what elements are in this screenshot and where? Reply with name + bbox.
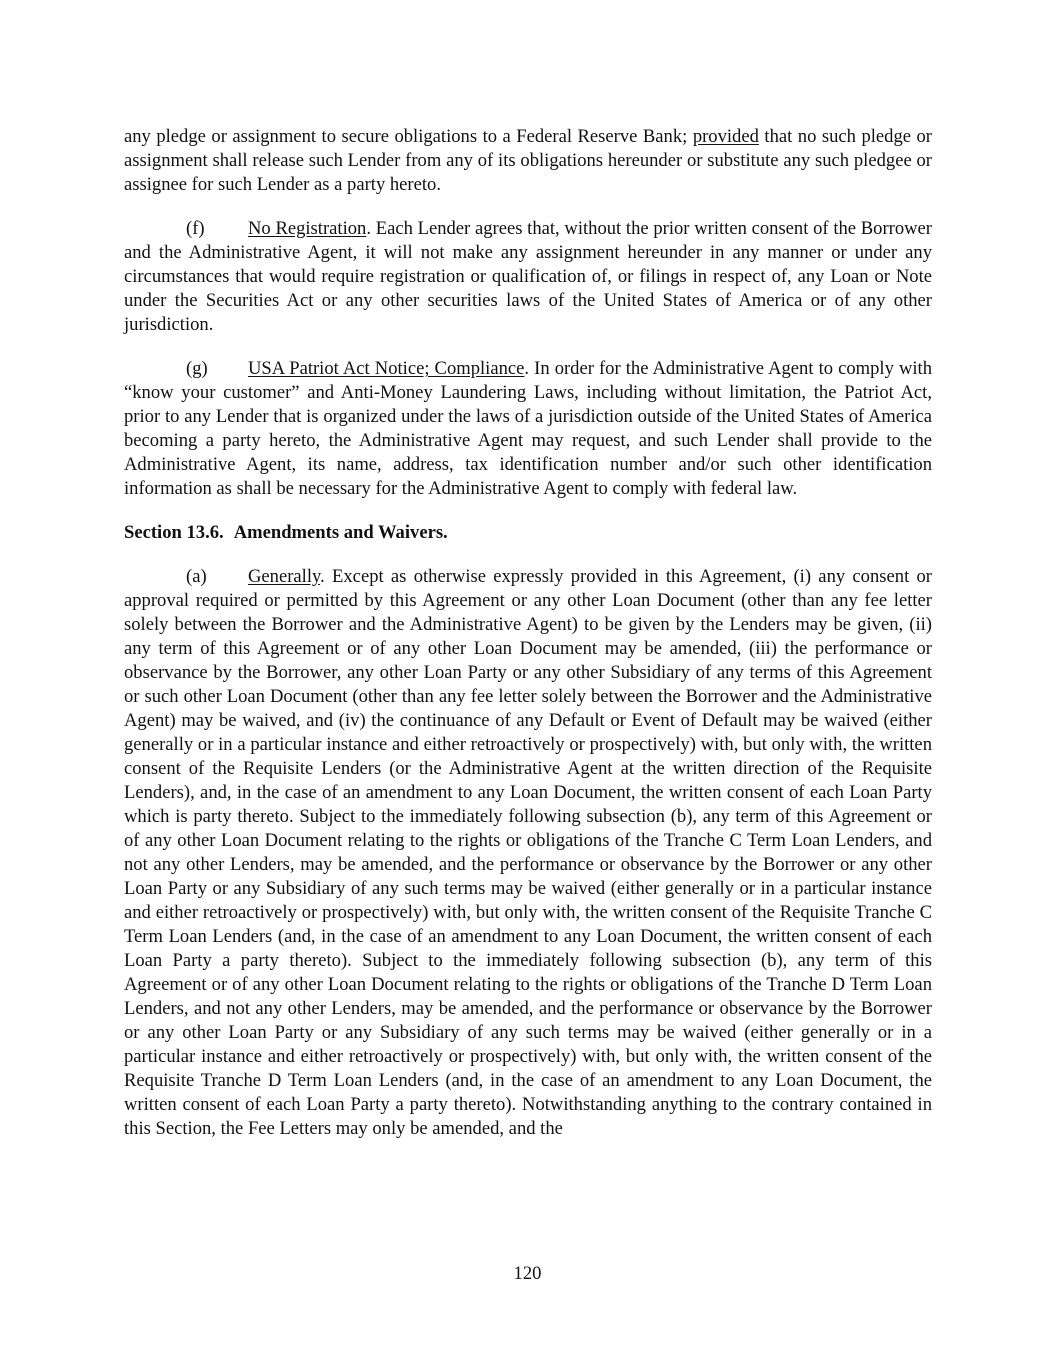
clause-f-paragraph	[124, 217, 932, 337]
clause-f-marker: (f)	[186, 218, 205, 239]
document-page	[124, 125, 932, 1161]
continuation-text-after: that no such pledge or assignment shall release such Lender from any of its obligations hereunder or substitute any such pledgee or assignee for such Lender as a party hereto.	[124, 126, 932, 195]
clause-a-title: Generally	[248, 566, 321, 587]
section-heading	[124, 521, 932, 545]
continuation-text-before: any pledge or assignment to secure obligations to a Federal Reserve Bank;	[124, 126, 693, 147]
clause-g-text: . In order for the Administrative Agent to comply with “know your customer” and Anti-Money Laundering Laws, including without limitation, the Patriot Act, prior to any Lender that is organized under the laws of a jurisdiction outside of the United States of America becoming a party hereto, the Administrative Agent may request, and such Lender shall provide to the Administrative Agent, its name, address, tax identification number and/or such other identification information as shall be necessary for the Administrative Agent to comply with federal law.	[124, 358, 932, 499]
clause-a-paragraph	[124, 565, 932, 1141]
clause-a-text: . Except as otherwise expressly provided in this Agreement, (i) any consent or approval required or permitted by this Agreement or any other Loan Document (other than any fee letter solely between the Borrower and the Administrative Agent) to be given by the Lenders may be given, (ii) any term of this Agreement or of any other Loan Document may be amended, (iii) the performance or observance by the Borrower, any other Loan Party or any other Subsidiary of any terms of this Agreement or such other Loan Document (other than any fee letter solely between the Borrower and the Administrative Agent) may be waived, and (iv) the continuance of any Default or Event of Default may be waived (either generally or in a particular instance and either retroactively or prospectively) with, but only with, the written consent of the Requisite Lenders (or the Administrative Agent at the written direction of the Requisite Lenders), and, in the case of an amendment to any Loan Document, the written consent of each Loan Party which is party thereto. Subject to the immediately following subsection (b), any term of this Agreement or of any other Loan Document relating to the rights or obligations of the Tranche C Term Loan Lenders, and not any other Lenders, may be amended, and the performance or observance by the Borrower or any other Loan Party or any Subsidiary of any such terms may be waived (either generally or in a particular instance and either retroactively or prospectively) with, but only with, the written consent of the Requisite Tranche C Term Loan Lenders (and, in the case of an amendment to any Loan Document, the written consent of each Loan Party a party thereto). Subject to the immediately following subsection (b), any term of this Agreement or of any other Loan Document relating to the rights or obligations of the Tranche D Term Loan Lenders, and not any other Lenders, may be amended, and the performance or observance by the Borrower or any other Loan Party or any Subsidiary of any such terms may be waived (either generally or in a particular instance and either retroactively or prospectively) with, but only with, the written consent of the Requisite Tranche D Term Loan Lenders (and, in the case of an amendment to any Loan Document, the written consent of each Loan Party a party thereto). Notwithstanding anything to the contrary contained in this Section, the Fee Letters may only be amended, and the	[124, 566, 932, 1139]
section-number: Section 13.6.	[124, 522, 224, 543]
clause-g-paragraph	[124, 357, 932, 501]
continuation-paragraph	[124, 125, 932, 197]
clause-g-title: USA Patriot Act Notice; Compliance	[248, 358, 525, 379]
provided-term: provided	[692, 126, 759, 147]
clause-g-marker: (g)	[186, 358, 208, 379]
section-title: Amendments and Waivers.	[233, 522, 448, 543]
clause-f-title: No Registration	[248, 218, 367, 239]
clause-a-marker: (a)	[186, 566, 207, 587]
clause-f-text: . Each Lender agrees that, without the prior written consent of the Borrower and the Administrative Agent, it will not make any assignment hereunder in any manner or under any circumstances that would require registration or qualification of, or filings in respect of, any Loan or Note under the Securities Act or any other securities laws of the United States of America or of any other jurisdiction.	[124, 218, 933, 335]
page-number: 120	[513, 1263, 542, 1284]
